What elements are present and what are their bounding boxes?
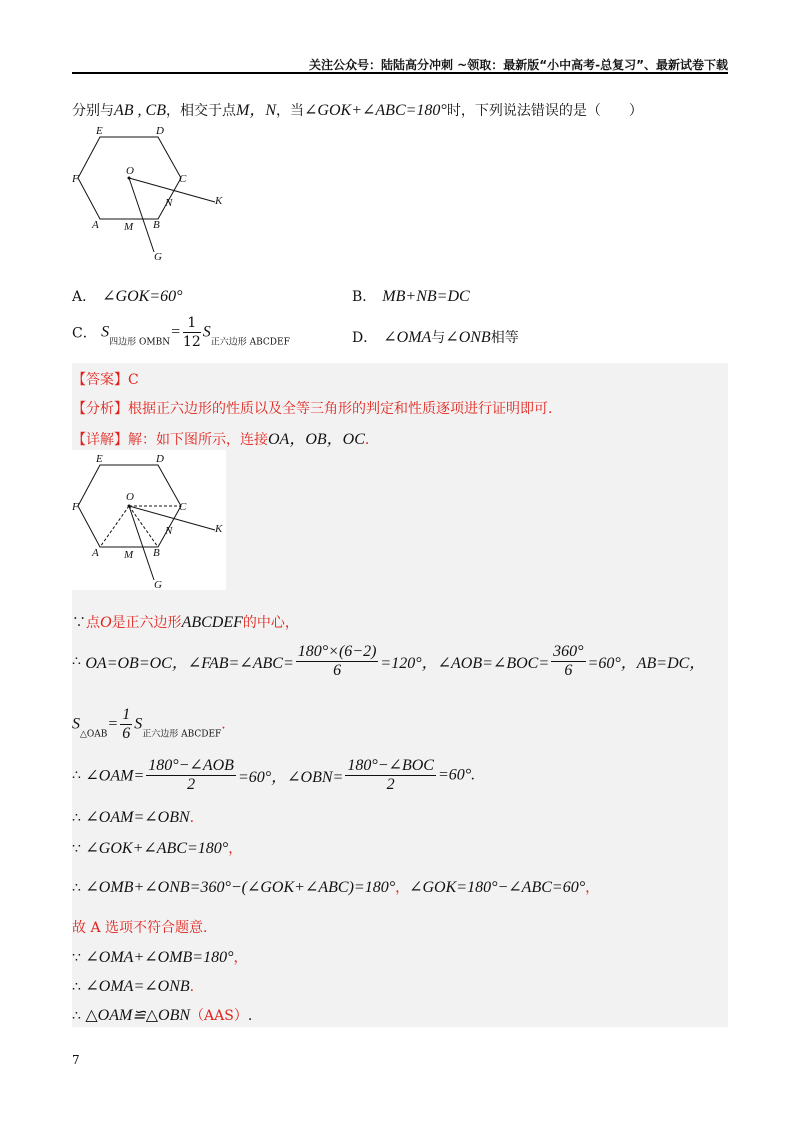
step-3: $S_{\triangle OAB}=$ $\frac{1}{6}$ $S_{正六边形 ABCDEF}$.	[72, 706, 226, 742]
step-11: ∴ △OAM≌△OBN（AAS）.	[72, 1007, 253, 1024]
step-9: ∵ ∠OMA+∠OMB=180°，	[72, 949, 248, 966]
step-10: ∴ ∠OMA=∠ONB.	[72, 978, 195, 995]
header-divider	[72, 72, 728, 74]
label-o-2: O	[126, 491, 134, 503]
label-c-2: C	[179, 501, 187, 513]
step-4: ∴ ∠OAM= $\frac{\text{180°−∠AOB}}{2}$ =60°，∠OBN= $\frac{\text{180°−∠BOC}}{2}$ =60°.	[72, 757, 476, 793]
label-k: K	[215, 195, 223, 207]
page-header: 关注公众号：陆陆高分冲刺 ~领取：最新版“小中高考-总复习”、最新试卷下载	[309, 58, 728, 72]
label-g-2: G	[154, 579, 162, 591]
label-b: B	[153, 219, 160, 231]
label-a: A	[92, 219, 99, 231]
label-d-2: D	[156, 453, 164, 465]
detail-line: 【详解】解：如下图所示，连接OA，OB，OC.	[72, 431, 370, 448]
label-b-2: B	[153, 547, 160, 559]
answer-line: 【答案】C	[72, 372, 139, 388]
ray-og	[129, 178, 154, 252]
label-c: C	[179, 173, 187, 185]
option-a: A． ∠GOK=60°	[72, 288, 183, 305]
step-1: ∵点O是正六边形ABCDEF的中心，	[72, 614, 299, 631]
analysis-line: 【分析】根据正六边形的性质以及全等三角形的判定和性质逐项进行证明即可.	[72, 401, 553, 417]
option-c: C． $S_{四边形 OMBN}=$ $\frac{1}{12}$ $S_{正六边形 ABCDEF}$	[72, 315, 290, 350]
page-number: 7	[72, 1053, 80, 1067]
label-n-2: N	[165, 525, 173, 537]
label-f-2: F	[72, 501, 79, 513]
label-d: D	[156, 125, 164, 137]
step-6: ∵ ∠GOK+∠ABC=180°，	[72, 840, 243, 857]
label-e-2: E	[96, 453, 103, 465]
step-8: 故 A 选项不符合题意.	[72, 920, 208, 936]
option-d: D． ∠OMA与∠ONB相等	[352, 329, 519, 346]
label-a-2: A	[92, 547, 99, 559]
segment-oa	[100, 506, 129, 547]
step-2: ∴ OA=OB=OC，∠FAB=∠ABC= $\frac{180^\circ\times(6-2)}{6}$ =120°，∠AOB=∠BOC= $\frac{360^\circ}{6}$ =60°，AB=DC，	[72, 643, 706, 679]
step-5: ∴ ∠OAM=∠OBN.	[72, 809, 195, 826]
option-b: B． MB+NB=DC	[352, 288, 470, 305]
hexagon-figure	[72, 122, 237, 264]
label-f: F	[72, 173, 79, 185]
segment-ob	[129, 506, 158, 547]
label-n: N	[165, 197, 173, 209]
ray-og-2	[129, 506, 154, 580]
label-g: G	[154, 251, 162, 263]
label-m-2: M	[124, 549, 134, 561]
label-o: O	[126, 165, 134, 177]
step-7: ∴ ∠OMB+∠ONB=360°−(∠GOK+∠ABC)=180°，∠GOK=180°−∠ABC=60°，	[72, 879, 600, 896]
label-k-2: K	[215, 523, 223, 535]
label-m: M	[124, 221, 134, 233]
label-e: E	[96, 125, 103, 137]
hexagon-figure-2	[72, 450, 237, 592]
question-stem: 分别与AB , CB，相交于点M，N，当∠GOK+∠ABC=180°时，下列说法错误的是（ ）	[72, 102, 643, 119]
center-point-2	[128, 505, 131, 508]
